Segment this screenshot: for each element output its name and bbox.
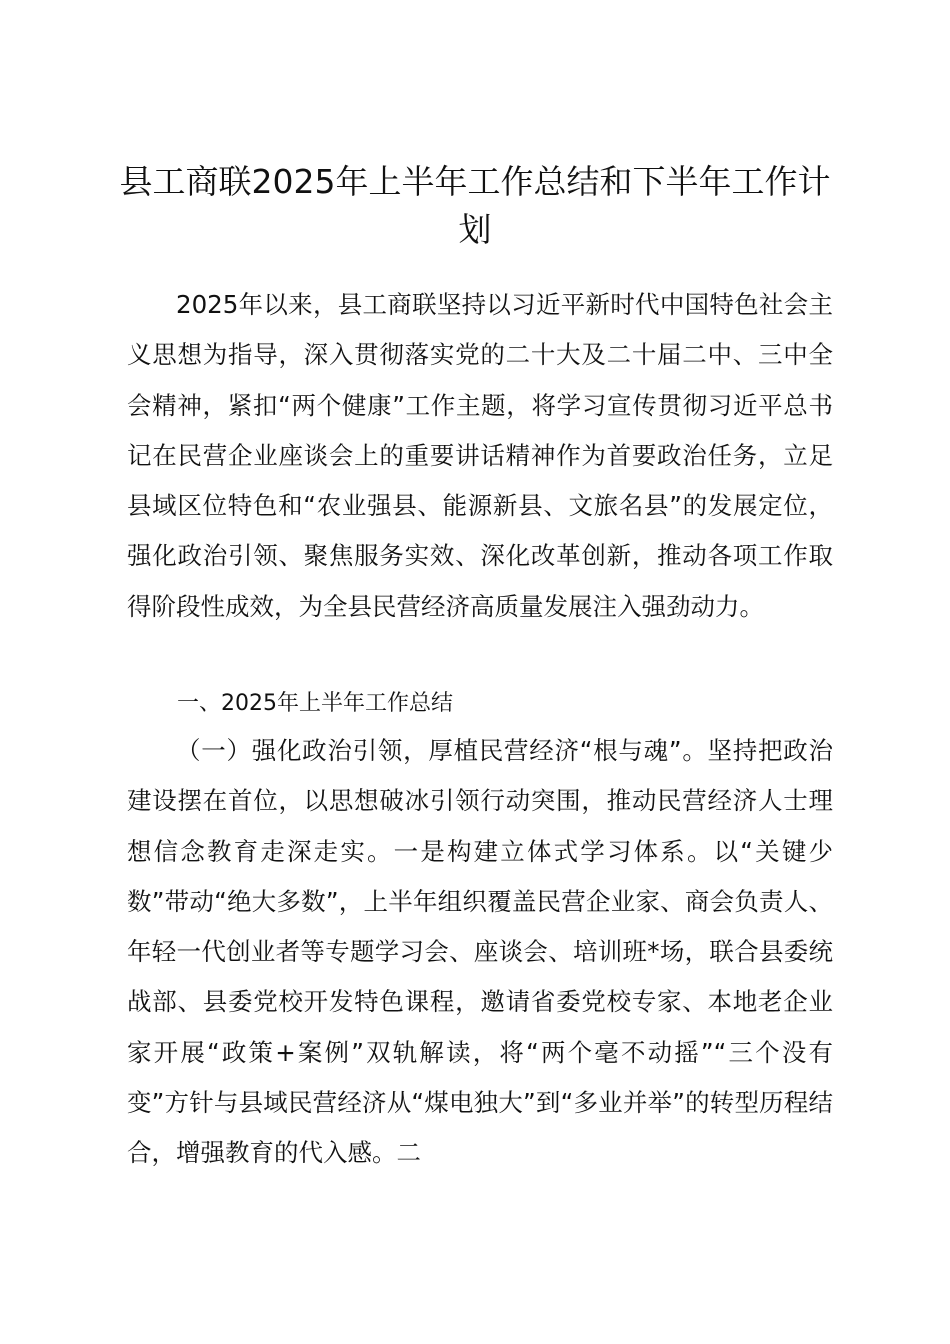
document-title: 县工商联2025年上半年工作总结和下半年工作计划 (119, 162, 831, 249)
section-heading: 一、2025年上半年工作总结 (177, 691, 453, 716)
body-paragraph: （一）强化政治引领，厚植民营经济“根与魂”。坚持把政治建设摆在首位，以思想破冰引领行动突围，推动民营经济人士理想信念教育走深走实。一是构建立体式学习体系。以“关键少数”带动“绝大多数”，上半年组织覆盖民营企业家、商会负责人、年轻一代创业者等专题学习会、座谈会、培训班*场，联合县委统战部、县委党校开发特色课程，邀请省委党校专家、本地老企业家开展“政策+案例”双轨解读，将“两个毫不动摇”“三个没有变”方针与县域民营经济从“煤电独大”到“多业并举”的转型历程结合，增强教育的代入感。二 (127, 736, 833, 1168)
intro-paragraph: 2025年以来，县工商联坚持以习近平新时代中国特色社会主义思想为指导，深入贯彻落实党的二十大及二十届二中、三中全会精神，紧扣“两个健康”工作主题，将学习宣传贯彻习近平总书记在民营企业座谈会上的重要讲话精神作为首要政治任务，立足县域区位特色和“农业强县、能源新县、文旅名县”的发展定位，强化政治引领、聚焦服务实效、深化改革创新，推动各项工作取得阶段性成效，为全县民营经济高质量发展注入强劲动力。 (127, 290, 833, 621)
